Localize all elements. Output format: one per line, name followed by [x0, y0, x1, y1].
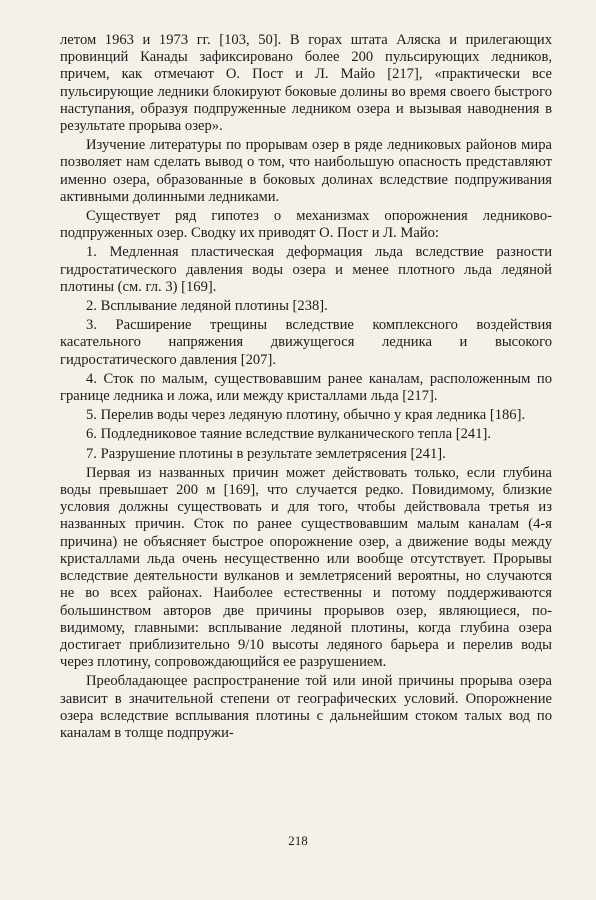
paragraph-discussion: Первая из названных причин может действовать только, если глубина воды превышает 200 м [169], что случается редко. Повидимому, близкие условия должны существовать и для того, чтобы действовала третья из названных причин. Сток по ранее существовавшим малым каналам (4-я причина) не объясняет быстрое опорожнение озер, а движение воды между кристаллами льда очень несущественно или вообще отсутствует. Прорывы вследствие деятельности вулканов и землетрясений вероятны, но случаются не во всех районах. Наиболее естественны и потому поддерживаются большинством авторов две причины прорывов озер, являющиеся, по-видимому, главными: всплывание ледяной плотины, когда глубина озера достигает приблизительно 9/10 высоты ледяного барьера и перелив воды через плотину, сопровождающийся ее разрушением. [60, 464, 552, 671]
list-item-earthquake: 7. Разрушение плотины в результате землетрясения [241]. [86, 445, 446, 462]
list-item-channel-drainage: 4. Сток по малым, существовавшим ранее каналам, расположенным по границе ледника и ложа, или между кристаллами льда [217]. [60, 370, 552, 405]
list-item-crack-widening: 3. Расширение трещины вследствие комплексного воздействия касательного напряжения движущегося ледника и высокого гидростатического давления [207]. [60, 317, 552, 368]
page-number: 218 [288, 833, 308, 848]
paragraph-geography: Преобладающее распространение той или иной причины прорыва озера зависит в значительной степени от географических условий. Опорожнение озера вследствие всплывания плотины с дальнейшим стоком талых вод по каналам в толще подпружи- [60, 673, 552, 741]
list-item-plastic-deformation: 1. Медленная пластическая деформация льда вследствие разности гидростатического давления воды озера и менее плотного льда ледяной плотины (см. гл. 3) [169]. [60, 244, 552, 295]
paragraph-hypotheses-intro: Существует ряд гипотез о механизмах опорожнения ледниково-подпруженных озер. Сводку их приводят О. Пост и Л. Майо: [60, 208, 552, 242]
paragraph-continuation: летом 1963 и 1973 гг. [103, 50]. В горах штата Аляска и прилегающих провинций Канады зафиксировано более 200 пульсирующих ледников, причем, как отмечают О. Пост и Л. Майо [217], «практически все пульсирующие ледники блокируют боковые долины во время своего быстрого наступания, образуя подпруженные ледником озера и вызывая наводнения в результате прорыва озер». [60, 32, 552, 135]
paragraph-literature-review: Изучение литературы по прорывам озер в ряде ледниковых районов мира позволяет нам сделать вывод о том, что наибольшую опасность представляют именно озера, образованные в боковых долинах вследствие подпруживания активными долинными ледниками. [60, 137, 552, 205]
list-item-dam-flotation: 2. Всплывание ледяной плотины [238]. [86, 298, 328, 315]
list-item-overflow: 5. Перелив воды через ледяную плотину, обычно у края ледника [186]. [86, 407, 526, 424]
list-item-volcanic-melting: 6. Подледниковое таяние вследствие вулканического тепла [241]. [86, 426, 492, 443]
page-body [60, 32, 552, 744]
